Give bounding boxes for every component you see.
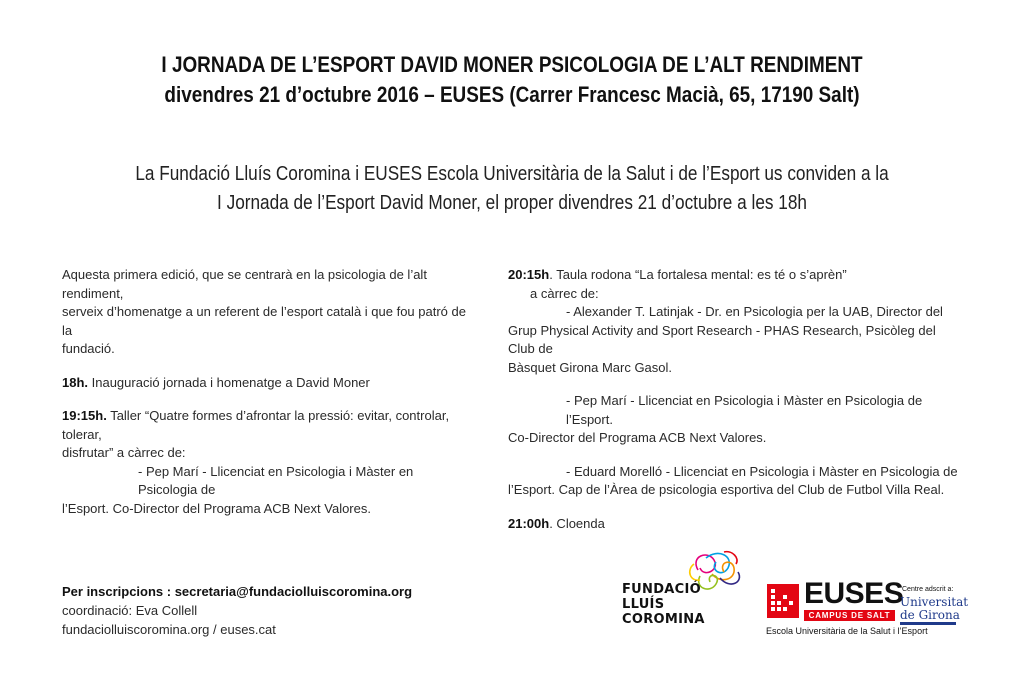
time-20-15h: 20:15h [508,267,550,282]
inscriptions-email[interactable]: Per inscripcions : secretaria@fundaciolluiscoromina.org [62,584,413,599]
event-title [0,50,1024,110]
udg-underline [900,622,956,625]
euses-logo [764,577,1024,642]
program-item-roundtable: 20:15h. Taula rodona “La fortalesa mental: es té o s’aprèn” [508,267,847,282]
euses-wordmark: EUSES [804,577,904,610]
intro-line-1: La Fundació Lluís Coromina i EUSES Escola Universitària de la Salut i de l’Esport us conviden a la [135,163,889,185]
fundacio-lluis-coromina-logo [620,548,750,638]
workshop-speaker-cont: l’Esport. Co-Director del Programa ACB Next Valores. [62,500,371,516]
coordination: coordinació: Eva Collell [62,603,198,618]
euses-subtitle: Escola Universitària de la Salut i l’Esport [766,626,928,636]
udg-affiliation-label: Centre adscrit a: [902,586,954,593]
roundtable-byline: a càrrec de: [530,285,599,301]
speaker-mari: - Pep Marí - Llicenciat en Psicologia i Màster en Psicologia de l’Esport. [566,393,923,427]
speaker-morello: - Eduard Morelló - Llicenciat en Psicologia i Màster en Psicologia de [566,463,958,479]
title-line-1: I JORNADA DE L’ESPORT DAVID MONER PSICOLOGIA DE L’ALT RENDIMENT [161,52,863,77]
workshop-speaker: - Pep Marí - Llicenciat en Psicologia i Màster en Psicologia de [138,463,414,497]
footer-contact [62,582,542,639]
euses-dots-icon [767,584,799,618]
program-item-workshop: 19:15h. Taller “Quatre formes d’afrontar la pressió: evitar, controlar, tolerar, disfrutar” a càrrec de: [62,408,450,460]
universitat-de-girona-logo: Universitat de Girona [900,595,969,622]
description: Aquesta primera edició, que se centrarà en la psicologia de l’alt rendiment, serveix d’homenatge a un referent de l’esport català i que fou patró de la fundació. [62,267,466,356]
program-left-column [62,266,472,518]
euses-campus-tag: CAMPUS DE SALT [804,610,895,621]
intro-line-2: I Jornada de l’Esport David Moner, el proper divendres 21 d’octubre a les 18h [217,192,807,214]
website-links[interactable]: fundaciolluiscoromina.org / euses.cat [62,622,276,637]
program-item-opening: 18h. Inauguració jornada i homenatge a David Moner [62,374,370,390]
time-19-15h: 19:15h. [62,408,107,423]
title-line-2: divendres 21 d’octubre 2016 – EUSES (Carrer Francesc Macià, 65, 17190 Salt) [164,82,860,107]
fundacio-wordmark: FUNDACIÓ LLUÍS COROMINA [622,582,705,627]
program-item-closing: 21:00h. Cloenda [508,515,605,531]
time-18h: 18h. [62,374,89,390]
invitation-text [0,160,1024,218]
program-right-column: 20:15h. Taula rodona “La fortalesa mental: es té o s’aprèn” a càrrec de: - Alexander T. Latinjak - Dr. en Psicologia per la UAB, Director del Grup Physical Activity and Sport Research - PHAS Research, Psicòleg del Club de Bàsquet Girona Marc Gasol. - Pep Marí - Llicenciat en Psicologia i Màster en Psicologia de l’Esport. Co-Director del Programa ACB Next Valores. - Eduard Morelló - Llicenciat en Psicologia i Màster en Psicologia de l’Esport. Cap de l’Àrea de psicologia esportiva del Club de Futbol Villa Real. 21:00h. Cloenda [508,266,958,533]
time-21-00h: 21:00h [508,515,550,531]
speaker-latinjak: - Alexander T. Latinjak - Dr. en Psicologia per la UAB, Director del [566,304,943,319]
